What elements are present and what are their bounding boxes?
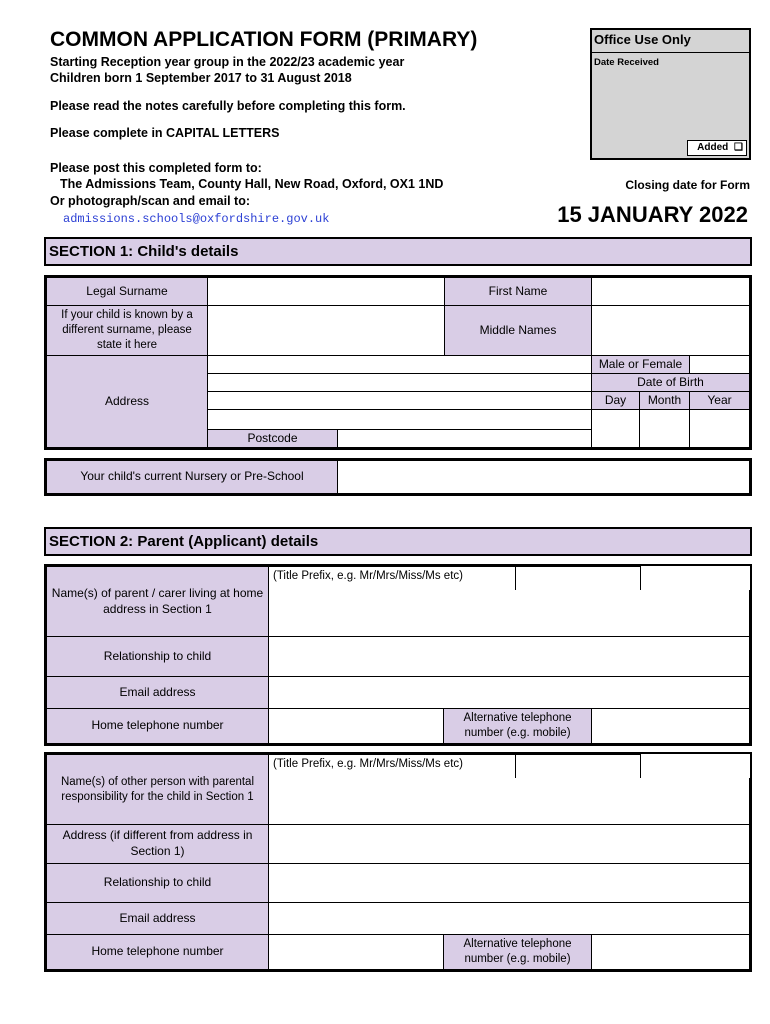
postcode-label: Postcode	[207, 429, 338, 448]
other-name-input[interactable]	[268, 778, 750, 825]
home-phone-input[interactable]	[268, 708, 444, 744]
office-divider	[592, 52, 749, 53]
dob-day-label: Day	[591, 391, 640, 410]
nursery-label: Your child's current Nursery or Pre-School	[46, 460, 338, 494]
subtitle-year-group: Starting Reception year group in the 2022/23 academic year	[50, 55, 405, 69]
section1-header: SECTION 1: Child's details	[44, 237, 752, 266]
address-line-4[interactable]	[207, 409, 592, 430]
legal-surname-label: Legal Surname	[46, 277, 208, 306]
dob-label: Date of Birth	[591, 373, 750, 392]
dob-year-input[interactable]	[689, 409, 750, 448]
address-line-3[interactable]	[207, 391, 592, 410]
other-address-input[interactable]	[268, 824, 750, 864]
other-address-label: Address (if different from address in Section 1)	[46, 824, 269, 864]
gender-label: Male or Female	[591, 355, 690, 374]
middle-names-input[interactable]	[591, 305, 750, 356]
email-label: Or photograph/scan and email to:	[50, 194, 251, 208]
other-email-input[interactable]	[268, 902, 750, 935]
other-title-prefix-label: (Title Prefix, e.g. Mr/Mrs/Miss/Ms etc)	[268, 754, 516, 779]
dob-day-input[interactable]	[591, 409, 640, 448]
office-use-box	[590, 28, 751, 160]
known-by-label: If your child is known by a different surname, please state it here	[46, 305, 208, 356]
email-address-label: Email address	[46, 676, 269, 709]
relationship-input[interactable]	[268, 636, 750, 677]
post-address: The Admissions Team, County Hall, New Road, Oxford, OX1 1ND	[60, 177, 444, 191]
parent-table	[44, 564, 752, 746]
added-checkbox[interactable]	[687, 140, 747, 156]
other-parent-table	[44, 752, 752, 972]
alt-phone-label: Alternative telephone number (e.g. mobile)	[443, 708, 592, 744]
subtitle-birth-range: Children born 1 September 2017 to 31 August 2018	[50, 71, 352, 85]
title-prefix-label: (Title Prefix, e.g. Mr/Mrs/Miss/Ms etc)	[268, 566, 516, 591]
email-link[interactable]: admissions.schools@oxfordshire.gov.uk	[63, 212, 330, 226]
other-alt-phone-input[interactable]	[591, 934, 750, 970]
first-name-label: First Name	[444, 277, 592, 306]
closing-date-label: Closing date for Form	[625, 178, 750, 192]
address-line-2[interactable]	[207, 373, 592, 392]
gender-input[interactable]	[689, 355, 750, 374]
home-phone-label: Home telephone number	[46, 708, 269, 744]
other-name-label: Name(s) of other person with parental responsibility for the child in Section 1	[46, 754, 269, 825]
dob-month-label: Month	[639, 391, 690, 410]
title-prefix-input[interactable]	[515, 566, 641, 591]
office-use-title: Office Use Only	[594, 32, 691, 47]
section1-child-table	[44, 275, 752, 450]
legal-surname-input[interactable]	[207, 277, 445, 306]
address-line-1[interactable]	[207, 355, 592, 374]
postcode-input[interactable]	[337, 429, 592, 448]
middle-names-label: Middle Names	[444, 305, 592, 356]
post-label: Please post this completed form to:	[50, 161, 262, 175]
form-title: COMMON APPLICATION FORM (PRIMARY)	[50, 28, 478, 51]
email-address-input[interactable]	[268, 676, 750, 709]
nursery-row	[44, 458, 752, 496]
known-by-input[interactable]	[207, 305, 445, 356]
alt-phone-input[interactable]	[591, 708, 750, 744]
nursery-input[interactable]	[337, 460, 750, 494]
address-label: Address	[46, 355, 208, 448]
parent-name-label: Name(s) of parent / carer living at home address in Section 1	[46, 566, 269, 637]
other-home-phone-input[interactable]	[268, 934, 444, 970]
other-relationship-input[interactable]	[268, 863, 750, 903]
checkbox-icon: ❑	[734, 142, 743, 153]
other-email-label: Email address	[46, 902, 269, 935]
other-relationship-label: Relationship to child	[46, 863, 269, 903]
note-capitals: Please complete in CAPITAL LETTERS	[50, 126, 280, 140]
closing-date: 15 JANUARY 2022	[557, 202, 748, 227]
other-title-prefix-spacer	[640, 754, 750, 779]
note-read: Please read the notes carefully before completing this form.	[50, 99, 406, 113]
other-home-phone-label: Home telephone number	[46, 934, 269, 970]
relationship-label: Relationship to child	[46, 636, 269, 677]
date-received-label: Date Received	[594, 57, 659, 68]
parent-name-input[interactable]	[268, 590, 750, 637]
dob-month-input[interactable]	[639, 409, 690, 448]
title-prefix-spacer	[640, 566, 750, 591]
other-alt-phone-label: Alternative telephone number (e.g. mobile)	[443, 934, 592, 970]
first-name-input[interactable]	[591, 277, 750, 306]
other-title-prefix-input[interactable]	[515, 754, 641, 779]
added-label: Added	[697, 142, 729, 153]
section2-header: SECTION 2: Parent (Applicant) details	[44, 527, 752, 556]
dob-year-label: Year	[689, 391, 750, 410]
